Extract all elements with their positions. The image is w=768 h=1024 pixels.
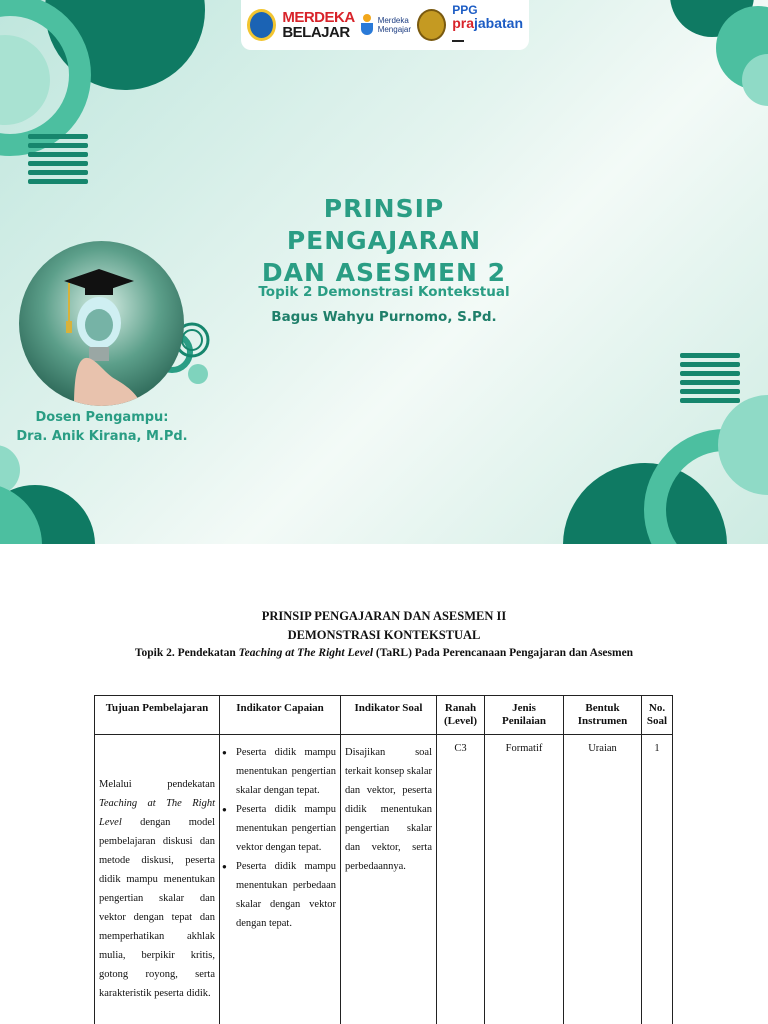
doc-heading-3	[0, 647, 768, 659]
cover-subtitle: Topik 2 Demonstrasi Kontekstual	[258, 284, 510, 300]
merdeka-belajar-line1: MERDEKA	[282, 9, 355, 26]
col-bentuk: Bentuk Instrumen	[564, 696, 642, 735]
col-tujuan: Tujuan Pembelajaran	[95, 696, 220, 735]
tujuan-text-pre: Melalui pendekatan	[99, 779, 215, 790]
lightbulb-graduation-photo	[19, 241, 184, 406]
col-indikator-capaian: Indikator Capaian	[220, 696, 341, 735]
cell-no: 1	[642, 735, 673, 1024]
indikator-item: ● Peserta didik mampu menentukan perbedaan skalar dengan vektor dengan tepat.	[222, 857, 336, 933]
lecturer-label: Dosen Pengampu:	[35, 410, 169, 425]
title-line-1: PRINSIP	[323, 194, 445, 223]
title-line-3: DAN ASESMEN 2	[261, 258, 507, 287]
doc-heading-3-post: (TaRL) Pada Perencanaan Pengajaran dan Asesmen	[373, 647, 634, 659]
merdeka-belajar-line2: BELAJAR	[282, 24, 350, 41]
doc-heading-2: DEMONSTRASI KONTEKSTUAL	[287, 628, 481, 642]
merdeka-mengajar-line2: Mengajar	[377, 25, 412, 34]
ppg-year-badge	[452, 40, 464, 42]
lightbulb-icon	[19, 241, 184, 406]
col-ranah: Ranah (Level)	[437, 696, 485, 735]
assessment-table	[94, 695, 673, 1024]
ppg-label: PPG	[452, 3, 478, 17]
merdeka-mengajar-icon	[361, 14, 375, 36]
partner-logos	[241, 0, 529, 50]
university-seal	[417, 9, 446, 41]
merdeka-mengajar-line1: Merdeka	[377, 16, 409, 25]
tujuan-text-post: dengan model pembelajaran diskusi dan metode diskusi, peserta didik mampu menentukan pengertian skalar dan vektor dengan tepat dan memperhatikan akhlak mulia, berpikir kritis, gotong royong, serta karakteristik peserta didik.	[99, 817, 215, 999]
lecturer-name: Dra. Anik Kirana, M.Pd.	[16, 429, 188, 444]
author-name: Bagus Wahyu Purnomo, S.Pd.	[271, 309, 497, 325]
ppg-jabatan: jabatan	[473, 15, 523, 31]
col-indikator-soal: Indikator Soal	[341, 696, 437, 735]
doc-heading-1: PRINSIP PENGAJARAN DAN ASESMEN II	[261, 609, 507, 623]
title-line-2: PENGAJARAN	[286, 226, 482, 255]
tujuan-text-italic: Teaching at The Right Level	[99, 798, 215, 828]
ppg-prajabatan-logo	[452, 4, 523, 46]
indikator-item: ● Peserta didik mampu menentukan pengertian skalar dengan tepat.	[222, 743, 336, 800]
col-no: No. Soal	[642, 696, 673, 735]
cell-tujuan	[95, 735, 220, 1024]
cell-indikator-soal: Disajikan soal terkait konsep skalar dan vektor, peserta didik menentukan pengertian skalar dan vektor, serta perbedaannya.	[341, 735, 437, 1024]
table-header-row	[95, 696, 673, 735]
cell-ranah: C3	[437, 735, 485, 1024]
merdeka-mengajar-logo	[361, 14, 411, 36]
cell-bentuk: Uraian	[564, 735, 642, 1024]
ppg-pra: pra	[452, 15, 474, 31]
doc-heading-3-italic: Teaching at The Right Level	[238, 647, 374, 659]
indikator-item: ● Peserta didik mampu menentukan pengertian vektor dengan tepat.	[222, 800, 336, 857]
merdeka-belajar-logo	[282, 10, 354, 40]
cell-jenis: Formatif	[485, 735, 564, 1024]
kemdikbud-logo	[247, 9, 276, 41]
cell-indikator-capaian	[220, 735, 341, 1024]
col-jenis: Jenis Penilaian	[485, 696, 564, 735]
table-row	[95, 735, 673, 1024]
doc-heading-3-pre: Topik 2. Pendekatan	[134, 647, 239, 659]
